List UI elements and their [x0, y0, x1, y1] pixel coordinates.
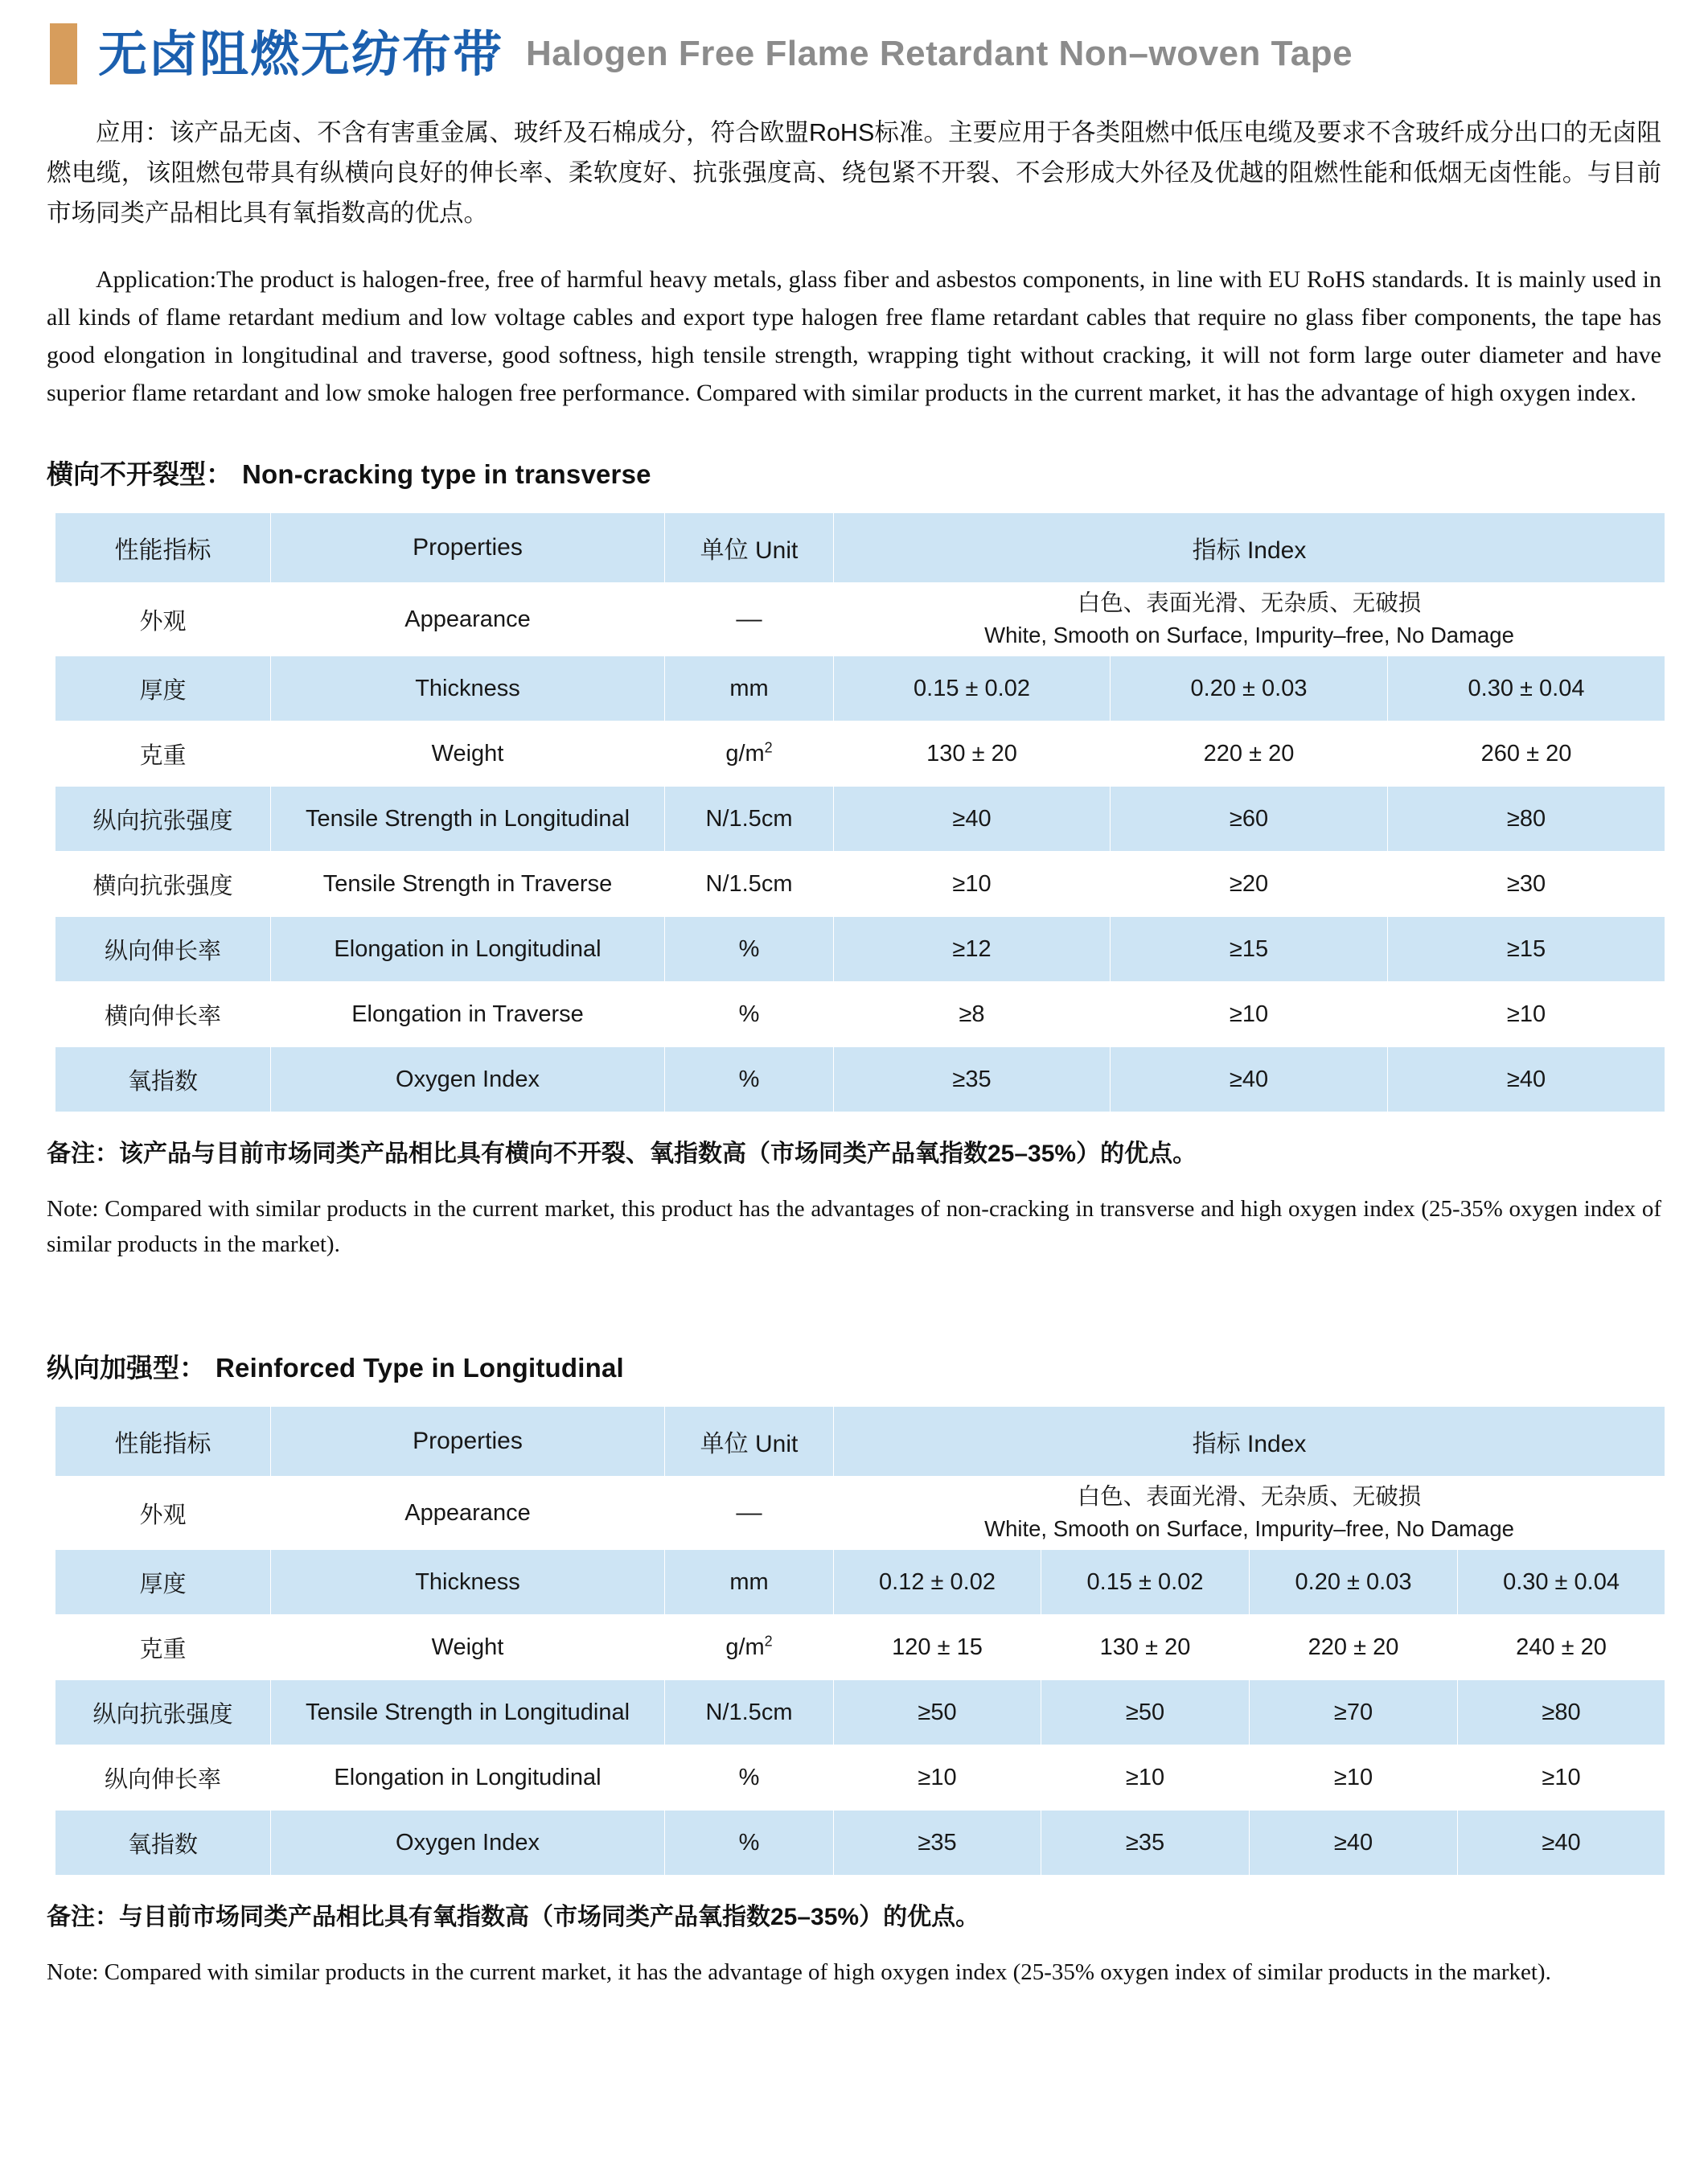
- spec-table-2-body: [55, 1477, 1665, 1876]
- cell-index-value: 130 ± 20: [1041, 1615, 1250, 1680]
- cell-index-value: 0.30 ± 0.04: [1458, 1550, 1665, 1615]
- cell-label-en: Tensile Strength in Longitudinal: [271, 1680, 665, 1745]
- cell-index-value: ≥10: [834, 1745, 1041, 1811]
- cell-label-cn: 外观: [55, 583, 271, 656]
- cell-index-value: 260 ± 20: [1388, 721, 1665, 787]
- cell-label-en: Thickness: [271, 1550, 665, 1615]
- accent-bar-icon: [50, 23, 77, 84]
- table-row: [55, 1680, 1665, 1745]
- cell-index-value: 0.12 ± 0.02: [834, 1550, 1041, 1615]
- section-heading-2-en: Reinforced Type in Longitudinal: [216, 1353, 624, 1383]
- cell-label-cn: 氧指数: [55, 1047, 271, 1112]
- cell-index-value: ≥40: [1250, 1811, 1458, 1876]
- cell-index-value: ≥80: [1388, 787, 1665, 852]
- table-row: [55, 917, 1665, 982]
- appearance-value-cn: 白色、表面光滑、无杂质、无破损: [1077, 590, 1422, 616]
- cell-label-cn: 纵向伸长率: [55, 917, 271, 982]
- cell-label-cn: 克重: [55, 721, 271, 787]
- cell-index-value: ≥35: [1041, 1811, 1250, 1876]
- cell-index-value: 120 ± 15: [834, 1615, 1041, 1680]
- spec-table-2-head: [55, 1407, 1665, 1477]
- section-spacer: [0, 1262, 1708, 1305]
- table-row: [55, 787, 1665, 852]
- cell-label-en: Tensile Strength in Longitudinal: [271, 787, 665, 852]
- col-header-properties-cn: 性能指标: [55, 513, 271, 583]
- cell-unit: N/1.5cm: [665, 1680, 834, 1745]
- page-title-cn: 无卤阻燃无纺布带: [98, 26, 504, 81]
- cell-unit: $g/m^2$: [665, 1615, 834, 1680]
- cell-index-value: ≥60: [1111, 787, 1388, 852]
- col-header-properties-en: Properties: [271, 513, 665, 583]
- cell-index-value: 240 ± 20: [1458, 1615, 1665, 1680]
- cell-label-cn: 纵向抗张强度: [55, 1680, 271, 1745]
- cell-index-value: ≥10: [834, 852, 1111, 917]
- section-heading-1-cn: 横向不开裂型：: [47, 459, 232, 489]
- cell-label-cn: 纵向伸长率: [55, 1745, 271, 1811]
- cell-unit: N/1.5cm: [665, 787, 834, 852]
- cell-appearance-value: [834, 583, 1665, 656]
- cell-unit: %: [665, 917, 834, 982]
- table-row-appearance: [55, 583, 1665, 656]
- cell-index-value: ≥30: [1388, 852, 1665, 917]
- cell-index-value: ≥35: [834, 1811, 1041, 1876]
- table-row: [55, 656, 1665, 721]
- cell-index-value: ≥10: [1111, 982, 1388, 1047]
- cell-index-value: ≥40: [834, 787, 1111, 852]
- cell-index-value: ≥50: [1041, 1680, 1250, 1745]
- cell-index-value: ≥10: [1041, 1745, 1250, 1811]
- spec-table-1-head: [55, 513, 1665, 583]
- cell-index-value: 0.20 ± 0.03: [1250, 1550, 1458, 1615]
- cell-index-value: 0.20 ± 0.03: [1111, 656, 1388, 721]
- cell-index-value: ≥8: [834, 982, 1111, 1047]
- cell-unit: $g/m^2$: [665, 721, 834, 787]
- cell-index-value: 220 ± 20: [1111, 721, 1388, 787]
- table-row: [55, 721, 1665, 787]
- page-header: [0, 0, 1708, 84]
- cell-index-value: ≥70: [1250, 1680, 1458, 1745]
- note-1-cn: 备注：该产品与目前市场同类产品相比具有横向不开裂、氧指数高（市场同类产品氧指数25–35%）的优点。: [47, 1141, 1197, 1167]
- cell-label-en: Oxygen Index: [271, 1811, 665, 1876]
- cell-unit: mm: [665, 656, 834, 721]
- cell-unit: ––: [665, 1477, 834, 1550]
- intro-paragraph-cn: 应用：该产品无卤、不含有害重金属、玻纤及石棉成分，符合欧盟RoHS标准。主要应用于各类阻燃中低压电缆及要求不含玻纤成分出口的无卤阻燃电缆，该阻燃包带具有纵横向良好的伸长率、柔软度好、抗张强度高、绕包紧不开裂、不会形成大外径及优越的阻燃性能和低烟无卤性能。与目前市场同类产品相比具有氧指数高的优点。: [47, 119, 1661, 227]
- cell-label-en: Tensile Strength in Traverse: [271, 852, 665, 917]
- section-heading-1-en: Non-cracking type in transverse: [242, 459, 651, 489]
- table-row: [55, 1550, 1665, 1615]
- spec-table-1-wrapper: [55, 512, 1664, 1112]
- cell-label-en: Appearance: [271, 1477, 665, 1550]
- cell-unit: N/1.5cm: [665, 852, 834, 917]
- cell-label-en: Weight: [271, 721, 665, 787]
- appearance-value-en: White, Smooth on Surface, Impurity–free, No Damage: [984, 623, 1514, 647]
- spec-table-2-wrapper: [55, 1406, 1664, 1876]
- cell-label-en: Elongation in Longitudinal: [271, 917, 665, 982]
- cell-index-value: 220 ± 20: [1250, 1615, 1458, 1680]
- cell-label-en: Weight: [271, 1615, 665, 1680]
- cell-index-value: ≥80: [1458, 1680, 1665, 1745]
- cell-index-value: ≥40: [1458, 1811, 1665, 1876]
- intro-paragraph-en: Application:The product is halogen-free, free of harmful heavy metals, glass fiber and asbestos components, in line with EU RoHS standards. It is mainly used in all kinds of flame retardant medium and low voltage cables and export type halogen free flame retardant cables that require no glass fiber components, the tape has good elongation in longitudinal and traverse, good softness, high tensile strength, wrapping tight without cracking, it will not form large outer diameter and have superior flame retardant and low smoke halogen free performance. Compared with similar products in the current market, it has the advantage of high oxygen index.: [47, 266, 1661, 406]
- note-2-en: Note: Compared with similar products in the current market, it has the advantage of high oxygen index (25-35% oxygen index of similar products in the market).: [47, 1959, 1551, 1985]
- cell-label-cn: 纵向抗张强度: [55, 787, 271, 852]
- cell-index-value: ≥12: [834, 917, 1111, 982]
- section-heading-1: [47, 454, 1708, 491]
- cell-label-en: Oxygen Index: [271, 1047, 665, 1112]
- note-1-en: Note: Compared with similar products in the current market, this product has the advantages of non-cracking in transverse and high oxygen index (25-35% oxygen index of similar products in the market).: [47, 1196, 1661, 1257]
- cell-label-cn: 氧指数: [55, 1811, 271, 1876]
- cell-index-value: 0.15 ± 0.02: [834, 656, 1111, 721]
- cell-unit: %: [665, 1811, 834, 1876]
- cell-appearance-value: [834, 1477, 1665, 1550]
- table-row: [55, 1615, 1665, 1680]
- cell-label-cn: 厚度: [55, 656, 271, 721]
- table-row: [55, 852, 1665, 917]
- spec-table-1-body: [55, 583, 1665, 1112]
- table-row: [55, 1745, 1665, 1811]
- cell-label-en: Thickness: [271, 656, 665, 721]
- col-header-properties-en: Properties: [271, 1407, 665, 1477]
- cell-unit: %: [665, 1745, 834, 1811]
- cell-index-value: ≥20: [1111, 852, 1388, 917]
- page-title-en: Halogen Free Flame Retardant Non–woven Tape: [526, 34, 1353, 73]
- table-header-row: [55, 513, 1665, 583]
- cell-unit: mm: [665, 1550, 834, 1615]
- cell-index-value: 130 ± 20: [834, 721, 1111, 787]
- cell-index-value: ≥15: [1111, 917, 1388, 982]
- note-2-cn: 备注：与目前市场同类产品相比具有氧指数高（市场同类产品氧指数25–35%）的优点。: [47, 1904, 980, 1930]
- cell-label-cn: 外观: [55, 1477, 271, 1550]
- cell-index-value: ≥40: [1388, 1047, 1665, 1112]
- cell-label-cn: 厚度: [55, 1550, 271, 1615]
- col-header-unit: 单位 Unit: [665, 1407, 834, 1477]
- table-row-appearance: [55, 1477, 1665, 1550]
- col-header-properties-cn: 性能指标: [55, 1407, 271, 1477]
- cell-label-en: Elongation in Traverse: [271, 982, 665, 1047]
- cell-label-en: Elongation in Longitudinal: [271, 1745, 665, 1811]
- cell-index-value: 0.30 ± 0.04: [1388, 656, 1665, 721]
- table-row: [55, 1811, 1665, 1876]
- appearance-value-en: White, Smooth on Surface, Impurity–free, No Damage: [984, 1516, 1514, 1541]
- col-header-unit: 单位 Unit: [665, 513, 834, 583]
- table-row: [55, 982, 1665, 1047]
- cell-label-cn: 横向伸长率: [55, 982, 271, 1047]
- spec-table-2: [55, 1406, 1665, 1876]
- cell-index-value: ≥10: [1388, 982, 1665, 1047]
- cell-label-cn: 横向抗张强度: [55, 852, 271, 917]
- cell-index-value: 0.15 ± 0.02: [1041, 1550, 1250, 1615]
- cell-index-value: ≥10: [1458, 1745, 1665, 1811]
- cell-index-value: ≥35: [834, 1047, 1111, 1112]
- cell-index-value: ≥40: [1111, 1047, 1388, 1112]
- cell-index-value: ≥50: [834, 1680, 1041, 1745]
- col-header-index: 指标 Index: [834, 513, 1665, 583]
- section-heading-2-cn: 纵向加强型：: [47, 1353, 206, 1383]
- appearance-value-cn: 白色、表面光滑、无杂质、无破损: [1077, 1484, 1422, 1510]
- cell-label-cn: 克重: [55, 1615, 271, 1680]
- spec-table-1: [55, 512, 1665, 1112]
- cell-unit: %: [665, 982, 834, 1047]
- section-heading-2: [47, 1347, 1708, 1385]
- cell-index-value: ≥10: [1250, 1745, 1458, 1811]
- table-header-row: [55, 1407, 1665, 1477]
- cell-index-value: ≥15: [1388, 917, 1665, 982]
- cell-label-en: Appearance: [271, 583, 665, 656]
- col-header-index: 指标 Index: [834, 1407, 1665, 1477]
- cell-unit: ––: [665, 583, 834, 656]
- cell-unit: %: [665, 1047, 834, 1112]
- table-row: [55, 1047, 1665, 1112]
